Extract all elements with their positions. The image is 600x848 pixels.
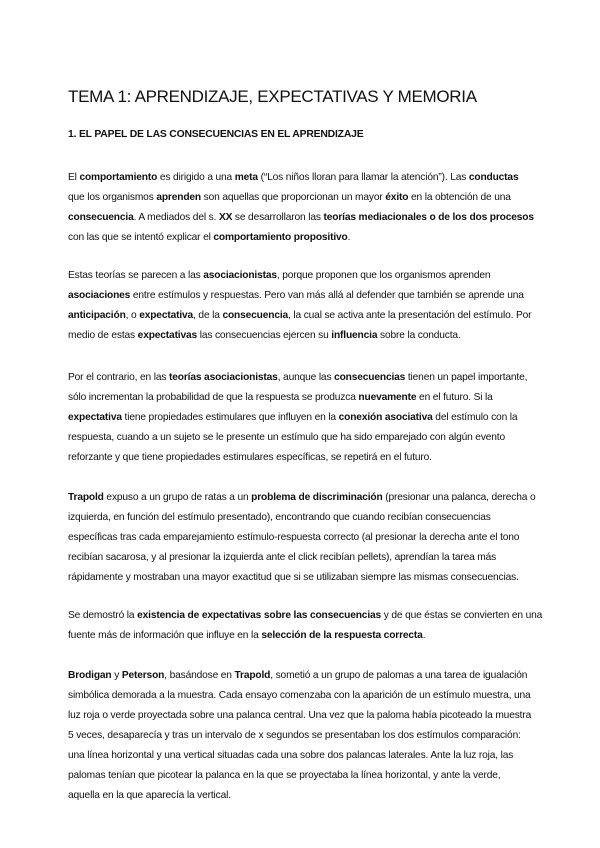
text-run: El — [68, 172, 80, 183]
text-run: respuesta, cuando a un sujeto se le presente un estímulo que ha sido emparejado con algún evento — [68, 432, 505, 443]
text-run: medio de estas — [68, 330, 138, 341]
text-run: , de la — [193, 310, 223, 321]
text-run: del estímulo con la — [432, 412, 518, 423]
text-line — [68, 548, 548, 568]
text-run: recibían sacarosa, y al presionar la izquierda ante el click recibían pellets), aprendían la tarea más — [68, 552, 497, 563]
text-run: . — [347, 232, 351, 243]
text-line — [68, 568, 548, 588]
text-line — [68, 626, 548, 646]
bold-term: meta — [234, 172, 258, 183]
bold-term: existencia de expectativas sobre las consecuencias — [137, 610, 382, 621]
text-run: tiene propiedades estimulares que influyen en la — [121, 412, 339, 423]
text-line — [68, 448, 548, 468]
bold-term: Trapold — [68, 492, 104, 503]
text-run: 5 veces, desaparecía y tras un intervalo de x segundos se presentaban los dos estímulos comparación: — [68, 730, 521, 741]
bold-term: consecuencia — [68, 212, 134, 223]
text-run: rápidamente y mostraban una mayor exactitud que si se utilizaban siempre las mismas consecuencias. — [68, 572, 519, 583]
text-run: fuente más de información que influye en la — [68, 630, 262, 641]
text-run: , o — [125, 310, 140, 321]
bold-term: expectativas — [137, 330, 198, 341]
bold-term: influencia — [331, 330, 378, 341]
text-line — [68, 508, 548, 528]
text-line — [68, 428, 548, 448]
bold-term: consecuencia — [222, 310, 289, 321]
bold-term: Brodigan — [68, 670, 112, 681]
text-run: . A mediados del s. — [133, 212, 219, 223]
text-run: , basándose en — [164, 670, 235, 681]
bold-term: comportamiento — [79, 172, 158, 183]
text-run: Estas teorías se parecen a las — [68, 270, 204, 281]
text-line — [68, 368, 548, 388]
bold-term: aprenden — [156, 192, 201, 203]
bold-term: Peterson — [121, 670, 165, 681]
text-run: reforzante y que tiene propiedades estimulares específicas, se repetirá en el futuro. — [68, 452, 432, 463]
text-run: tienen un papel importante, — [405, 372, 528, 383]
text-run: las consecuencias ejercen su — [197, 330, 332, 341]
bold-term: problema de discriminación — [251, 492, 383, 503]
text-line — [68, 786, 548, 806]
text-run: en la obtención de una — [408, 192, 511, 203]
paragraph-4 — [68, 488, 548, 588]
text-run: , aunque las — [277, 372, 335, 383]
text-run: es dirigido a una — [157, 172, 235, 183]
bold-term: consecuencias — [334, 372, 406, 383]
text-run: en el futuro. Si la — [416, 392, 493, 403]
bold-term: conductas — [468, 172, 519, 183]
text-line — [68, 388, 548, 408]
bold-term: expectativa — [68, 412, 122, 423]
bold-term: expectativa — [139, 310, 194, 321]
text-run: con las que se intentó explicar el — [68, 232, 214, 243]
text-run: izquierda, en función del estímulo presentado), encontrando que cuando recibían consecuencias — [68, 512, 491, 523]
text-run: . — [422, 630, 426, 641]
text-line — [68, 228, 548, 248]
paragraph-6 — [68, 666, 548, 806]
text-line — [68, 528, 548, 548]
text-run: que los organismos — [68, 192, 157, 203]
bold-term: teorías mediacionales o de los dos procesos — [323, 212, 534, 223]
text-line — [68, 306, 548, 326]
text-run: se desarrollaron las — [232, 212, 324, 223]
text-run: palomas tenían que picotear la palanca en la que se proyectaba la línea horizontal, y ante la verde, — [68, 770, 501, 781]
text-run: , la cual se activa ante la presentación del estímulo. Por — [288, 310, 532, 321]
bold-term: Trapold — [234, 670, 271, 681]
text-line — [68, 726, 548, 746]
text-line — [68, 266, 548, 286]
bold-term: selección de la respuesta correcta — [261, 630, 423, 641]
document-title: TEMA 1: APRENDIZAJE, EXPECTATIVAS Y MEMORIA — [68, 87, 477, 106]
text-run: aquella en la que aparecía la vertical. — [68, 790, 231, 801]
text-line — [68, 188, 548, 208]
text-run: , porque proponen que los organismos aprenden — [276, 270, 491, 281]
paragraph-5 — [68, 606, 548, 646]
text-run: simbólica demorada a la muestra. Cada ensayo comenzaba con la aparición de un estímulo muestra, una — [68, 690, 531, 701]
bold-term: anticipación — [68, 310, 126, 321]
text-line — [68, 746, 548, 766]
text-run: expuso a un grupo de ratas a un — [103, 492, 252, 503]
text-run: (“Los niños lloran para llamar la atención”). Las — [257, 172, 469, 183]
bold-term: comportamiento propositivo — [213, 232, 348, 243]
bold-term: éxito — [385, 192, 409, 203]
text-line — [68, 408, 548, 428]
text-run: específicas tras cada emparejamiento estímulo-respuesta correcto (al presionar la derecha ante el tono — [68, 532, 520, 543]
text-run: sólo incrementan la probabilidad de que la respuesta se produzca — [68, 392, 359, 403]
bold-term: asociacionistas — [203, 270, 277, 281]
text-run: , sometió a un grupo de palomas a una tarea de igualación — [270, 670, 528, 681]
text-line — [68, 766, 548, 786]
paragraph-3 — [68, 368, 548, 468]
text-run: luz roja o verde proyectada sobre una palanca central. Una vez que la paloma había picoteado la muestra — [68, 710, 532, 721]
text-line — [68, 686, 548, 706]
text-line — [68, 208, 548, 228]
paragraph-1 — [68, 168, 548, 248]
text-run: (presionar una palanca, derecha o — [382, 492, 536, 503]
bold-term: nuevamente — [358, 392, 417, 403]
text-line — [68, 168, 548, 188]
text-line — [68, 326, 548, 346]
text-run: una línea horizontal y una vertical situadas cada una sobre dos palancas laterales. Ante la luz roja, las — [68, 750, 514, 761]
paragraph-2 — [68, 266, 548, 346]
bold-term: XX — [218, 212, 233, 223]
bold-term: conexión asociativa — [338, 412, 433, 423]
text-line — [68, 286, 548, 306]
text-line — [68, 706, 548, 726]
text-run: y de que éstas se convierten en una — [381, 610, 543, 621]
bold-term: asociaciones — [68, 290, 131, 301]
text-run: y — [111, 670, 122, 681]
section-heading: 1. EL PAPEL DE LAS CONSECUENCIAS EN EL APRENDIZAJE — [68, 129, 364, 140]
text-run: Por el contrario, en las — [68, 372, 170, 383]
text-run: sobre la conducta. — [377, 330, 461, 341]
text-line — [68, 666, 548, 686]
text-line — [68, 488, 548, 508]
bold-term: teorías asociacionistas — [169, 372, 278, 383]
text-run: Se demostró la — [68, 610, 138, 621]
text-run: son aquellas que proporcionan un mayor — [200, 192, 386, 203]
text-line — [68, 606, 548, 626]
text-run: entre estímulos y respuestas. Pero van más allá al defender que también se aprende una — [130, 290, 524, 301]
